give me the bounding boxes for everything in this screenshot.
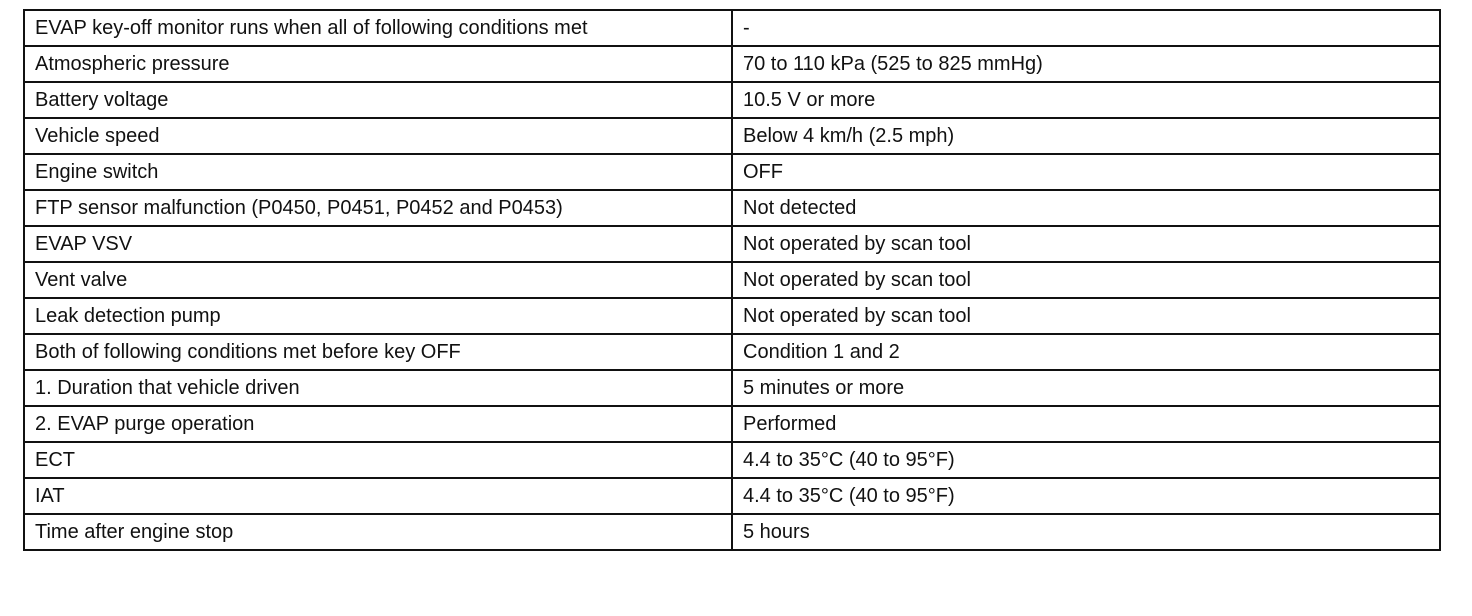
value-cell: Not operated by scan tool [732,226,1440,262]
condition-cell: Vent valve [24,262,732,298]
table-row [24,46,1440,82]
value-cell: Not detected [732,190,1440,226]
condition-cell: Both of following conditions met before key OFF [24,334,732,370]
table-row [24,298,1440,334]
value-cell: - [732,10,1440,46]
condition-cell: Engine switch [24,154,732,190]
value-cell: 5 minutes or more [732,370,1440,406]
table-row [24,406,1440,442]
table-row [24,10,1440,46]
table-row [24,334,1440,370]
value-cell: Performed [732,406,1440,442]
table-row [24,514,1440,550]
value-cell: OFF [732,154,1440,190]
condition-cell: 2. EVAP purge operation [24,406,732,442]
value-cell: Condition 1 and 2 [732,334,1440,370]
value-cell: 5 hours [732,514,1440,550]
value-cell: Below 4 km/h (2.5 mph) [732,118,1440,154]
condition-cell: Vehicle speed [24,118,732,154]
table-row [24,370,1440,406]
condition-cell: ECT [24,442,732,478]
table-row [24,226,1440,262]
value-cell: 10.5 V or more [732,82,1440,118]
condition-cell: FTP sensor malfunction (P0450, P0451, P0452 and P0453) [24,190,732,226]
value-cell: 4.4 to 35°C (40 to 95°F) [732,478,1440,514]
condition-cell: EVAP VSV [24,226,732,262]
condition-cell: Time after engine stop [24,514,732,550]
table-row [24,442,1440,478]
table-row [24,154,1440,190]
conditions-table-container [23,9,1439,551]
condition-cell: Atmospheric pressure [24,46,732,82]
condition-cell: IAT [24,478,732,514]
table-row [24,82,1440,118]
value-cell: Not operated by scan tool [732,262,1440,298]
condition-cell: Battery voltage [24,82,732,118]
table-row [24,478,1440,514]
condition-cell: EVAP key-off monitor runs when all of following conditions met [24,10,732,46]
value-cell: 4.4 to 35°C (40 to 95°F) [732,442,1440,478]
conditions-table [23,9,1441,551]
table-row [24,118,1440,154]
table-row [24,190,1440,226]
value-cell: 70 to 110 kPa (525 to 825 mmHg) [732,46,1440,82]
condition-cell: Leak detection pump [24,298,732,334]
table-row [24,262,1440,298]
value-cell: Not operated by scan tool [732,298,1440,334]
condition-cell: 1. Duration that vehicle driven [24,370,732,406]
